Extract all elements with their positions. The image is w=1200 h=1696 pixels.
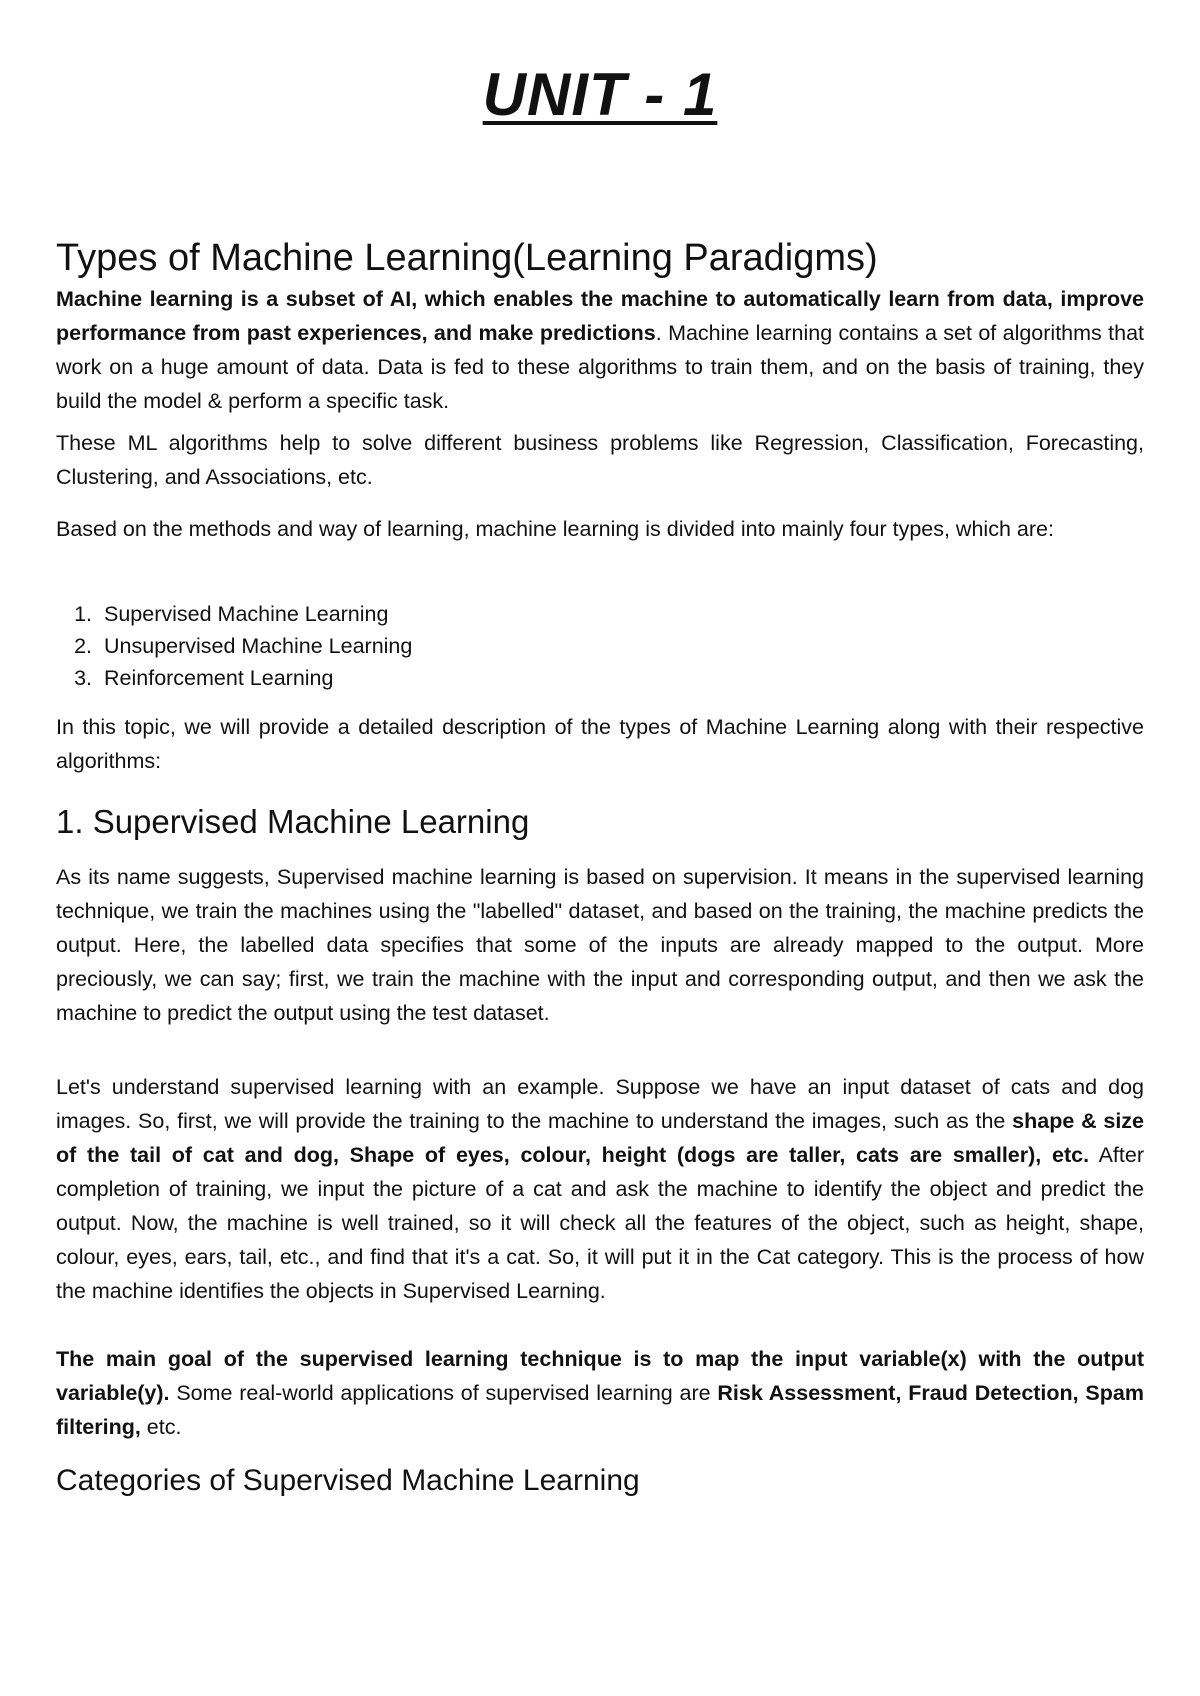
goal-text: Some real-world applications of supervised learning are bbox=[169, 1381, 718, 1405]
paragraph-ml-problems: These ML algorithms help to solve different business problems like Regression, Classification, Forecasting, Clustering, and Associations, etc. bbox=[56, 431, 1144, 489]
intro-paragraph bbox=[56, 282, 1144, 418]
example-text: Let's understand supervised learning with an example. Suppose we have an input dataset of cats and dog images. So, first, we will provide the training to the machine to understand the images, such as the bbox=[56, 1075, 1144, 1133]
supervised-heading: 1. Supervised Machine Learning bbox=[56, 803, 530, 840]
paragraph-supervised-definition: As its name suggests, Supervised machine learning is based on supervision. It means in the supervised learning technique, we train the machines using the "labelled" dataset, and based on the training, the machine predicts the output. Here, the labelled data specifies that some of the inputs are already mapped to the output. More preciously, we can say; first, we train the machine with the input and corresponding output, and then we ask the machine to predict the output using the test dataset. bbox=[56, 865, 1144, 1025]
ml-types-list bbox=[56, 598, 1144, 694]
list-number: 3. bbox=[74, 666, 92, 690]
goal-bold-text: The main goal of the supervised learning technique is to map the input variable(x) with the output variable(y). bbox=[56, 1347, 1144, 1405]
list-item-label: Unsupervised Machine Learning bbox=[104, 634, 413, 658]
list-item bbox=[56, 662, 1144, 694]
goal-text-end: etc. bbox=[140, 1415, 182, 1439]
categories-heading: Categories of Supervised Machine Learning bbox=[56, 1464, 640, 1497]
list-item-label: Reinforcement Learning bbox=[104, 666, 334, 690]
example-bold-text: shape & size of the tail of cat and dog, Shape of eyes, colour, height (dogs are taller, cats are smaller), etc. bbox=[56, 1109, 1145, 1167]
intro-text: . Machine learning contains a set of algorithms that work on a huge amount of data. Data is fed to these algorithms to train them, and on the basis of training, they build the model & perform a specific task. bbox=[56, 321, 1144, 413]
paragraph-topic-intro: In this topic, we will provide a detailed description of the types of Machine Learning along with their respective algorithms: bbox=[56, 715, 1144, 773]
list-number: 2. bbox=[74, 634, 92, 658]
paragraph-supervised-example bbox=[56, 1070, 1144, 1308]
list-item-label: Supervised Machine Learning bbox=[104, 602, 389, 626]
paragraph-supervised-goal bbox=[56, 1342, 1144, 1444]
example-text-continued: After completion of training, we input the picture of a cat and ask the machine to identify the object and predict the output. Now, the machine is well trained, so it will check all the features of the object, such as height, shape, colour, eyes, ears, tail, etc., and find that it's a cat. So, it will put it in the Cat category. This is the process of how the machine identifies the objects in Supervised Learning. bbox=[56, 1143, 1144, 1303]
unit-title: UNIT - 1 bbox=[482, 61, 718, 128]
section-heading: Types of Machine Learning(Learning Paradigms) bbox=[56, 237, 878, 279]
list-number: 1. bbox=[74, 602, 92, 626]
paragraph-ml-types-intro: Based on the methods and way of learning, machine learning is divided into mainly four types, which are: bbox=[56, 517, 1054, 541]
list-item bbox=[56, 598, 1144, 630]
intro-bold-text: Machine learning is a subset of AI, which enables the machine to automatically learn from data, improve performance from past experiences, and make predictions bbox=[56, 287, 1144, 345]
applications-bold-text: Risk Assessment, Fraud Detection, Spam filtering, bbox=[56, 1381, 1144, 1439]
list-item bbox=[56, 630, 1144, 662]
